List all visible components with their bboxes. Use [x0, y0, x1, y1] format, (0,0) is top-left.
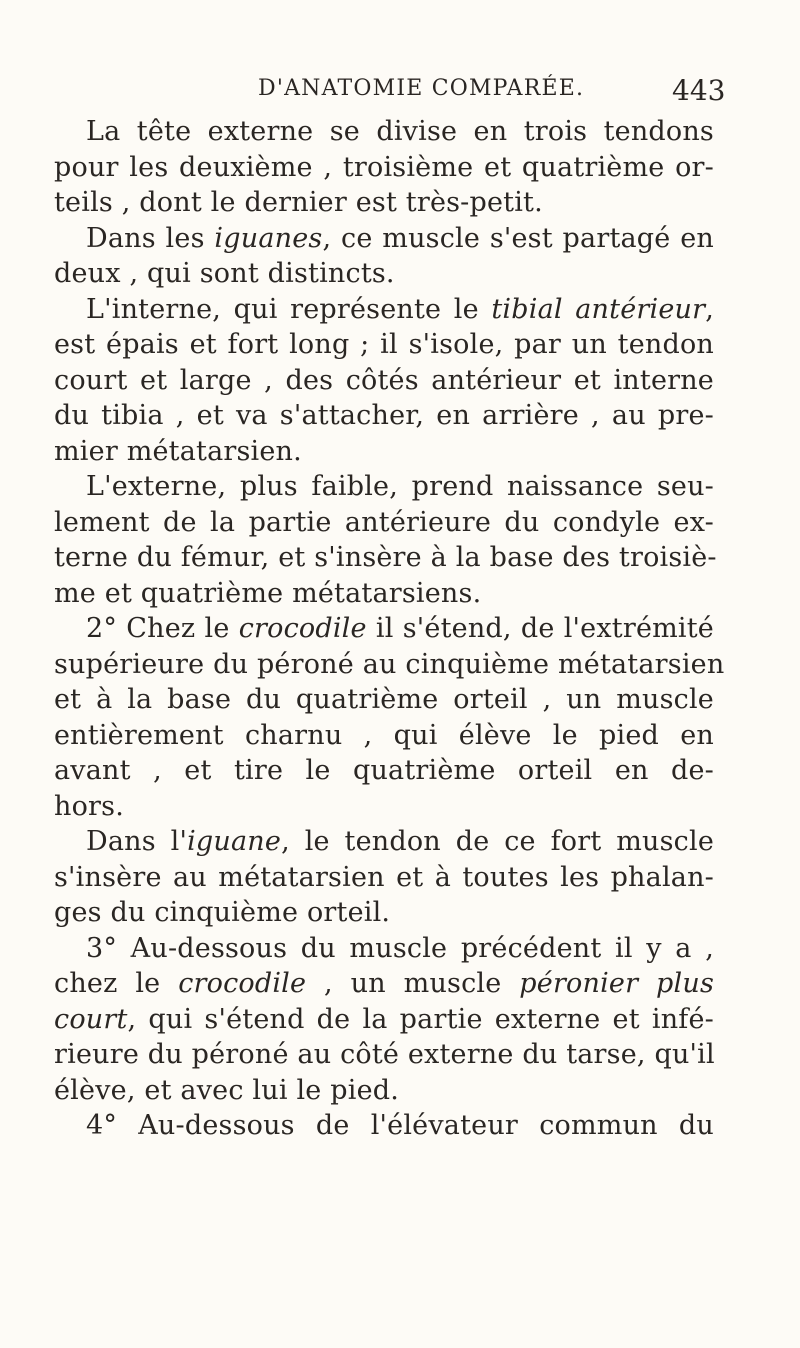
text-line: élève, et avec lui le pied.: [54, 1074, 400, 1106]
text-line: 4° Au-dessous de l'élévateur commun du: [86, 1110, 714, 1141]
text-line: chez le crocodile , un muscle péronier plus: [54, 968, 715, 999]
text-line: du tibia , et va s'attacher, en arrière , au pre-: [54, 400, 714, 431]
text-line: avant , et tire le quatrième orteil en de-: [54, 755, 714, 786]
text-line: teils , dont le dernier est très-petit.: [54, 187, 543, 218]
text-line: L'externe, plus faible, prend naissance seu-: [86, 471, 714, 502]
text-line: 3° Au-dessous du muscle précédent il y a ,: [86, 932, 714, 964]
text-line: court, qui s'étend de la partie externe et infé-: [54, 1003, 714, 1035]
text-line: est épais et fort long ; il s'isole, par un tendon: [54, 329, 714, 360]
body-text: [54, 114, 725, 1144]
text-line: hors.: [54, 790, 124, 822]
text-line: Dans l'iguane, le tendon de ce fort muscle: [86, 826, 715, 857]
text-line: terne du fémur, et s'insère à la base des troisiè-: [54, 542, 717, 573]
text-line: et à la base du quatrième orteil , un muscle: [54, 684, 714, 715]
text-line: entièrement charnu , qui élève le pied en: [54, 719, 714, 751]
text-line: rieure du péroné au côté externe du tarse, qu'il: [54, 1039, 715, 1070]
text-line: deux , qui sont distincts.: [54, 258, 395, 289]
text-line: La tête externe se divise en trois tendons: [86, 116, 714, 147]
running-title: D'ANATOMIE COMPARÉE.: [258, 76, 585, 101]
text-line: ges du cinquième orteil.: [54, 897, 391, 928]
text-line: L'interne, qui représente le tibial antérieur,: [86, 293, 714, 325]
text-line: me et quatrième métatarsiens.: [54, 577, 482, 609]
text-line: pour les deuxième , troisième et quatrième or-: [54, 151, 714, 183]
text-line: mier métatarsien.: [54, 435, 302, 467]
text-line: Dans les iguanes, ce muscle s'est partagé en: [86, 222, 714, 254]
text-line: 2° Chez le crocodile il s'étend, de l'extrémité: [86, 613, 714, 644]
text-line: lement de la partie antérieure du condyle ex-: [54, 506, 714, 538]
text-line: supérieure du péroné au cinquième métatarsien: [54, 648, 725, 680]
text-line: court et large , des côtés antérieur et interne: [54, 364, 714, 396]
running-head: [0, 74, 800, 114]
text-line: s'insère au métatarsien et à toutes les phalan-: [54, 861, 714, 893]
page-number: 443: [672, 74, 726, 107]
